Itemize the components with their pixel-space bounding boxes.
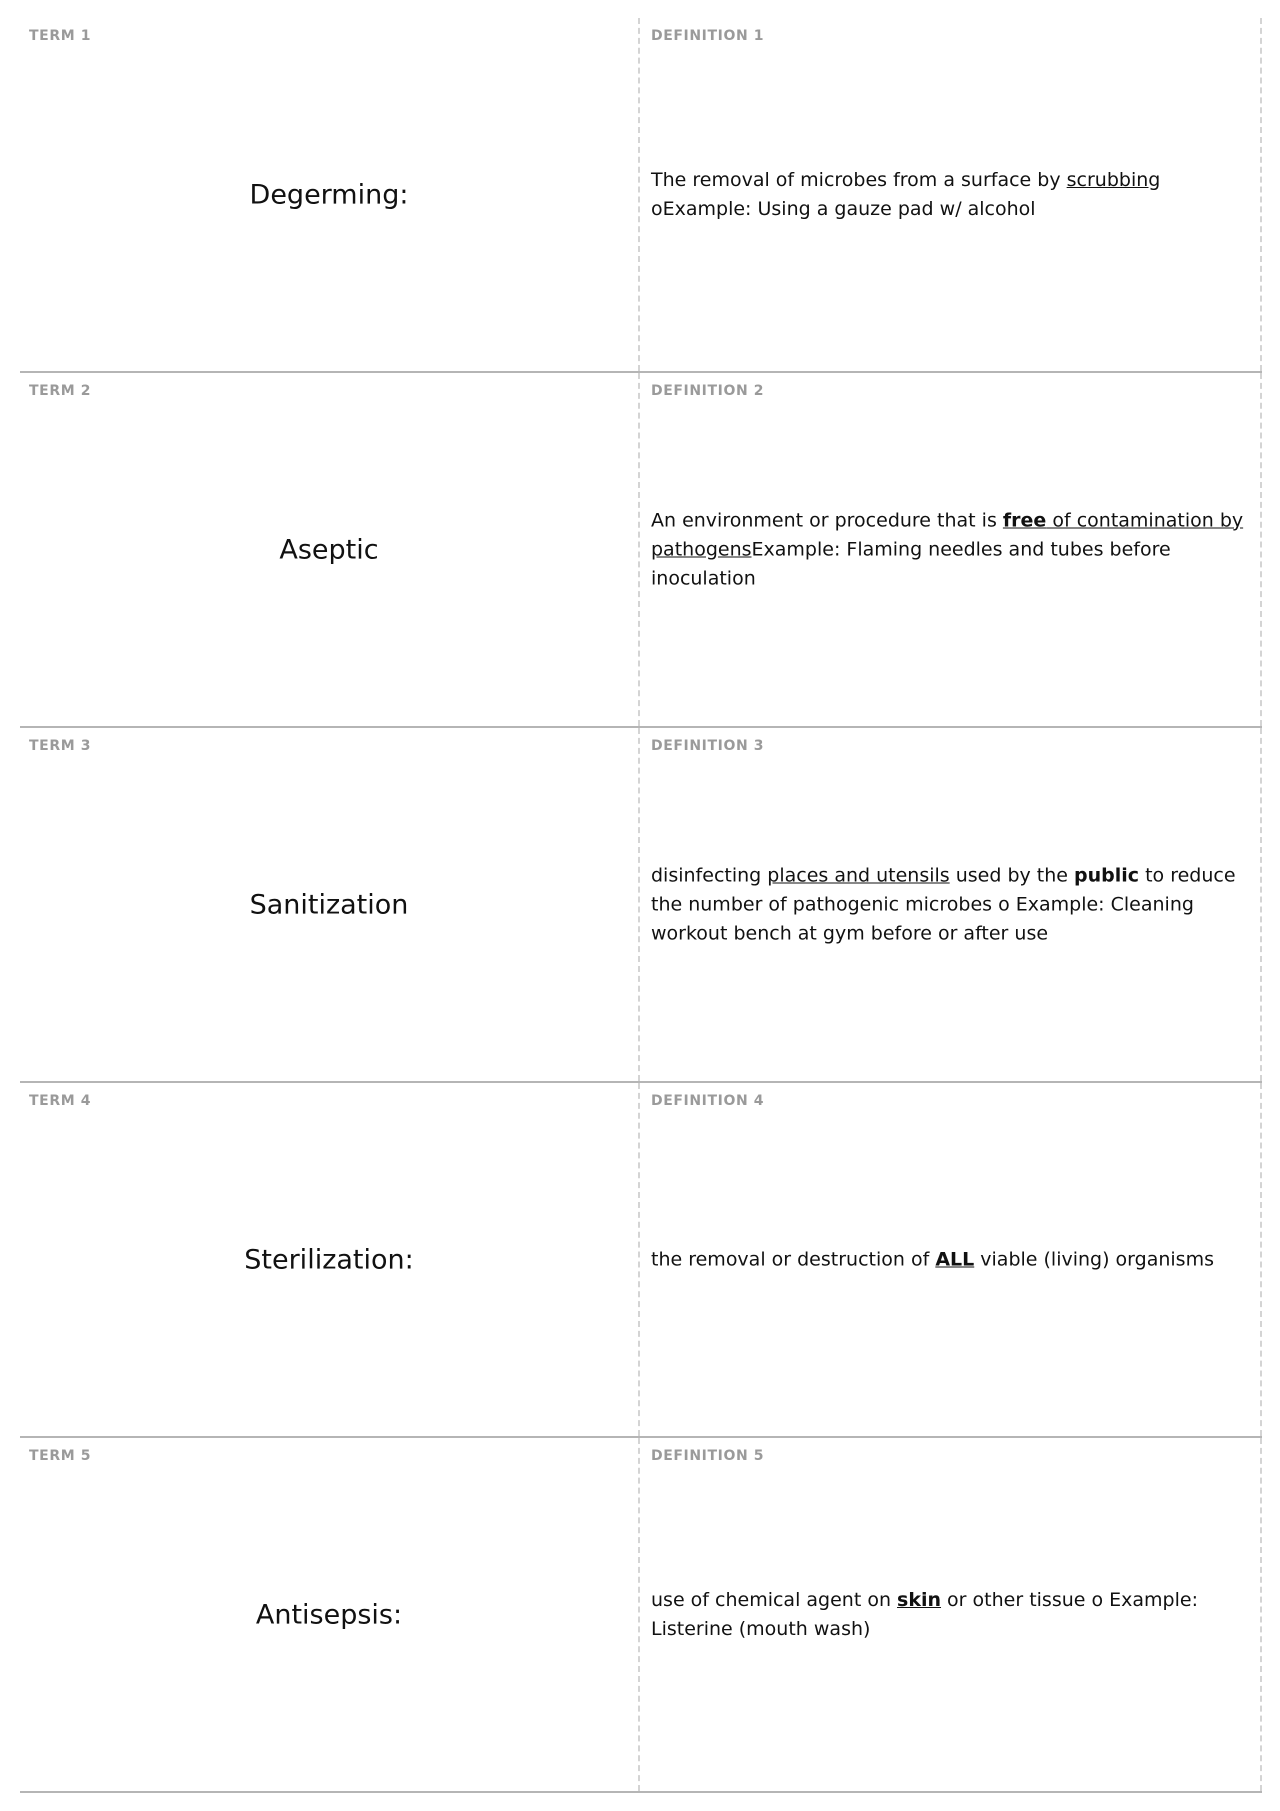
definition-segment: to reduce the number of pathogenic microbes o Example: Cleaning workout bench at gym before or after use xyxy=(651,864,1236,944)
definition-label: DEFINITION 2 xyxy=(651,383,765,399)
definition-text xyxy=(651,1586,1254,1644)
definition-segment: viable (living) organisms xyxy=(974,1248,1214,1270)
definition-segment: used by the xyxy=(949,864,1075,886)
definition-label: DEFINITION 4 xyxy=(651,1093,765,1109)
definition-cell xyxy=(640,1083,1262,1436)
definition-cell xyxy=(640,728,1262,1081)
definition-segment: The removal of microbes from a surface by xyxy=(651,168,1067,191)
definition-segment-bold-underlined: ALL xyxy=(935,1248,975,1270)
term-text: Sanitization xyxy=(249,889,409,920)
definition-text xyxy=(651,1245,1254,1274)
definition-cell xyxy=(640,18,1262,371)
term-cell xyxy=(20,373,640,726)
term-label: TERM 3 xyxy=(29,738,92,754)
definition-cell xyxy=(640,1438,1262,1791)
term-cell xyxy=(20,1438,640,1791)
term-text: Degerming: xyxy=(249,179,409,210)
definition-segment-underlined: places and utensils xyxy=(767,864,950,886)
term-text: Aseptic xyxy=(279,534,379,565)
term-text: Antisepsis: xyxy=(255,1599,403,1630)
term-cell xyxy=(20,18,640,371)
flashcard-row xyxy=(20,1438,1262,1793)
definition-segment: Example: Flaming needles and tubes before inoculation xyxy=(651,538,1171,589)
definition-text xyxy=(651,166,1254,224)
definition-segment: use of chemical agent on xyxy=(651,1588,898,1611)
definition-segment: or other tissue o Example: Listerine (mouth wash) xyxy=(651,1588,1198,1640)
definition-segment-bold: public xyxy=(1074,864,1140,886)
term-cell xyxy=(20,728,640,1081)
flashcard-row xyxy=(20,18,1262,373)
definition-label: DEFINITION 1 xyxy=(651,28,765,44)
definition-text xyxy=(651,861,1254,948)
definition-segment: oExample: Using a gauze pad w/ alcohol xyxy=(651,197,1036,220)
definition-segment-bold-underlined: free xyxy=(1002,509,1047,531)
flashcard-sheet xyxy=(20,18,1262,1793)
term-label: TERM 2 xyxy=(29,383,92,399)
definition-segment-underlined: scrubbing xyxy=(1066,168,1161,191)
definition-label: DEFINITION 3 xyxy=(651,738,765,754)
term-cell xyxy=(20,1083,640,1436)
definition-label: DEFINITION 5 xyxy=(651,1448,765,1464)
term-label: TERM 1 xyxy=(29,28,92,44)
definition-segment: disinfecting xyxy=(651,864,768,886)
definition-segment: An environment or procedure that is xyxy=(651,509,1003,531)
flashcard-row xyxy=(20,1083,1262,1438)
definition-segment: the removal or destruction of xyxy=(651,1248,936,1270)
definition-segment-underlined: of contamination by pathogens xyxy=(651,509,1244,560)
term-text: Sterilization: xyxy=(244,1244,414,1275)
definition-cell xyxy=(640,373,1262,726)
term-label: TERM 5 xyxy=(29,1448,92,1464)
flashcard-row xyxy=(20,728,1262,1083)
definition-segment-bold-underlined: skin xyxy=(897,1588,942,1611)
term-label: TERM 4 xyxy=(29,1093,92,1109)
flashcard-row xyxy=(20,373,1262,728)
definition-text xyxy=(651,506,1254,593)
